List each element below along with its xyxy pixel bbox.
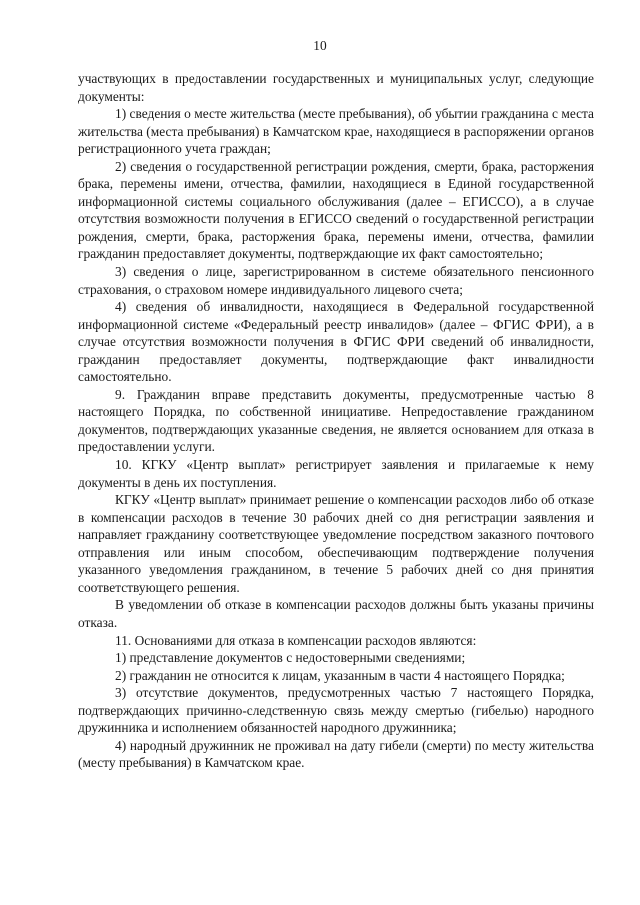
paragraph-ground-3: 3) отсутствие документов, предусмотренных частью 7 настоящего Порядка, подтверждающих причинно-следственную связь между смертью (гибелью) народного дружинника и исполнением обязанностей народного дружинника;	[78, 685, 594, 736]
paragraph-item-1-residence: 1) сведения о месте жительства (месте пребывания), об убытии гражданина с места жительства (места пребывания) в Камчатском крае, находящиеся в распоряжении органов регистрационного учета граждан;	[78, 106, 594, 157]
page-number: 10	[313, 38, 327, 53]
paragraph-ground-2: 2) гражданин не относится к лицам, указанным в части 4 настоящего Порядка;	[115, 667, 565, 683]
paragraph-section-10: 10. КГКУ «Центр выплат» регистрирует заявления и прилагаемые к нему документы в день их поступления.	[78, 457, 594, 490]
paragraph-continuation: участвующих в предоставлении государственных и муниципальных услуг, следующие документы:	[78, 71, 594, 104]
paragraph-item-4-disability: 4) сведения об инвалидности, находящиеся в Федеральной государственной информационной системе «Федеральный реестр инвалидов» (далее – ФГИС ФРИ), а в случае отсутствия возможности получения в ФГИС ФРИ сведений об инвалидности, гражданин предоставляет документы, подтверждающие факт инвалидности самостоятельно.	[78, 299, 594, 385]
document-body	[78, 70, 594, 772]
paragraph-refusal-reasons: В уведомлении об отказе в компенсации расходов должны быть указаны причины отказа.	[78, 597, 594, 630]
paragraph-ground-4: 4) народный дружинник не проживал на дату гибели (смерти) по месту жительства (месту пребывания) в Камчатском крае.	[78, 737, 594, 771]
paragraph-decision: КГКУ «Центр выплат» принимает решение о компенсации расходов либо об отказе в компенсации расходов в течение 30 рабочих дней со дня регистрации заявления и направляет гражданину соответствующее уведомление посредством заказного почтового отправления или иным способом, обеспечивающим подтверждение получения указанного уведомления гражданином, в течение 5 рабочих дней со дня принятия соответствующего решения.	[78, 492, 594, 595]
paragraph-section-9: 9. Гражданин вправе представить документы, предусмотренные частью 8 настоящего Порядка, по собственной инициативе. Непредоставление гражданином документов, подтверждающих указанные сведения, не является основанием для отказа в предоставлении услуги.	[78, 386, 594, 455]
paragraph-item-2-civil-registration: 2) сведения о государственной регистрации рождения, смерти, брака, расторжения брака, перемены имени, отчества, фамилии, находящиеся в Единой государственной информационной системы социального обслуживания (далее – ЕГИССО), а в случае отсутствия возможности получения в ЕГИССО сведений о государственной регистрации рождения, смерти, брака, расторжения брака, перемены имени, отчества, фамилии гражданин предоставляет документы, подтверждающие их факт самостоятельно;	[78, 158, 594, 262]
paragraph-section-11: 11. Основаниями для отказа в компенсации расходов являются:	[115, 632, 477, 648]
paragraph-ground-1: 1) представление документов с недостоверными сведениями;	[115, 650, 466, 666]
paragraph-item-3-pension-insurance: 3) сведения о лице, зарегистрированном в системе обязательного пенсионного страхования, о страховом номере индивидуального лицевого счета;	[78, 264, 594, 297]
